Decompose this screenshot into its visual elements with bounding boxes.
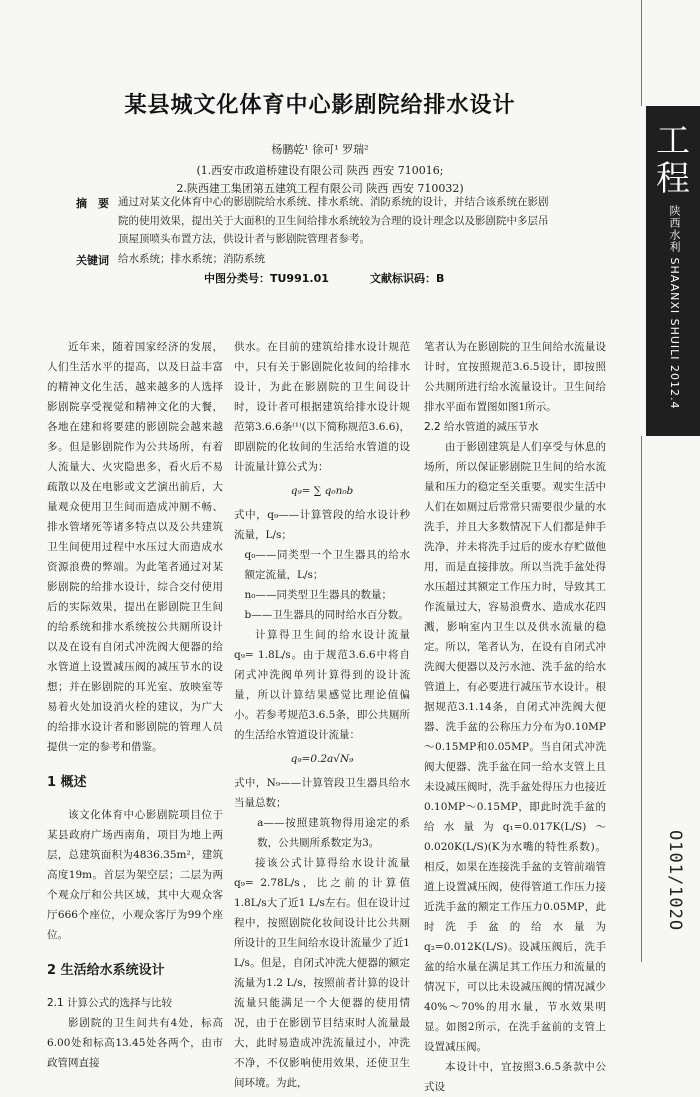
affiliation-2: 2.陕西建工集团第五建筑工程有限公司 陕西 西安 710032) xyxy=(176,182,464,195)
col2-paragraph-5: 接该公式计算得给水设计流量q₉= 2.78L/s，比之前的计算值1.8L/s大了近1 L/s左右。但在设计过程中，按照剧院化妆间设计比公共厕所设计的卫生间给水设计流量少了近1 L/s。但是，自闭式冲洗大便器的额定流量为1.2 L/s，按照前者计算的设计流量只能满足一个大便器的使用情况，由于在影剧节目结束时人流量最大，此时易造成冲洗流量过小，冲洗不净，不仅影响使用效果，还使卫生间环境。为此， xyxy=(234,857,410,1089)
col2-paragraph-1: 供水。在目前的建筑给排水设计规范中，只有关于影剧院化妆间的给排水设计，为此在影剧院的卫生间设计时，设计者可根据建筑给排水设计规范第3.6.6条⁽¹⁾(以下简称规范3.6.6)，即剧院的化妆间的生活给水管道的设计流量计算公式为： xyxy=(234,341,410,473)
section-2-2-heading: 2.2 给水管道的减压节水 xyxy=(424,421,539,433)
formula-1: q₉= ∑ q₀n₀b xyxy=(290,485,354,497)
keywords-text: 给水系统；排水系统；消防系统 xyxy=(118,253,265,265)
column-2 xyxy=(234,337,410,1093)
journal-char-gong: 工 xyxy=(656,121,690,161)
side-rule-top xyxy=(641,0,642,106)
journal-char-cheng: 程 xyxy=(656,159,690,199)
definition-q0: q₀——同类型一个卫生器具的给水额定流量，L/s； xyxy=(244,549,410,581)
column-3 xyxy=(424,337,606,1097)
page-code: O101/102O xyxy=(665,830,685,932)
section-2-heading: 2 生活给水系统设计 xyxy=(47,963,165,978)
col2-paragraph-3: 计算得卫生间的给水设计流量q₉= 1.8L/s。由于规范3.6.6中将自闭式冲洗阀单列计算得到的设计流量，所以计算结果感觉比理论值偏小。若参考规范3.6.5条，即公共厕所的生活给水管道设计流量： xyxy=(234,629,410,741)
paper-title: 某县城文化体育中心影剧院给排水设计 xyxy=(124,93,516,118)
document-code: 文献标识码：B xyxy=(370,272,445,285)
col3-paragraph-2: 由于影剧建筑是人们享受与休息的场所，所以保证影剧院卫生间的给水流量和压力的稳定至关重要。观实生活中人们在如厕过后常常只需要很少量的水洗手，并且大多数情况下人们都是伸手洗净，并未将洗手过后的废水存贮做他用，而是直接排放。所以当洗手盆处得水压超过其额定工作压力时，导致其工作流量过大，容易浪费水、造成水花四溅，影响室内卫生以及供水流量的稳定。所以，笔者认为，在设有自闭式冲洗阀大便器以及污水池、洗手盆的给水管道上，有必要进行减压节水设计。根据规范3.1.14条，自闭式冲洗阀大便器、洗手盆的公称压力分布为0.10MP～0.15MP和0.05MP。当自闭式冲洗阀大便器、洗手盆在同一给水支管上且未设减压阀时，洗手盆处得压力也接近0.10MP～0.15MP，即此时洗手盆的给水量为q₁=0.017K(L/S)～0.020K(L/S)(K为水嘴的特性系数)。相反，如果在连接洗手盆的支管前端管道上设置减压阀，使得管道工作压力接近洗手盆的额定工作压力0.05MP，此时洗手盆的给水量为q₂=0.012K(L/S)。设减压阀后，洗手盆的给水量在满足其工作压力和流量的情况下，可以比未设减压阀的情况减少40%～70%的用水量，节水效果明显。如图2所示，在洗手盆前的支管上设置减压阀。 xyxy=(424,441,606,1053)
col2-formula-2-where: 式中，N₉——计算管段卫生器具给水当量总数； xyxy=(234,777,410,809)
affiliation-1: (1.西安市政道桥建设有限公司 陕西 西安 710016; xyxy=(196,164,444,177)
abstract-label: 摘 要 xyxy=(76,197,109,210)
col2-formula-1-where: 式中，q₉——计算管段的给水设计秒流量，L/s； xyxy=(234,509,410,541)
abstract-text: 通过对某文化体育中心的影剧院给水系统、排水系统、消防系统的设计，并结合该系统在影剧院的使用效果，提出关于大面积的卫生间给排水系统较为合理的设计理念以及影剧院中多层吊顶屋顶喷头布置方法，供设计者与影剧院管理者参考。 xyxy=(118,196,549,245)
definition-n0: n₀——同类型卫生器具的数量； xyxy=(244,589,392,601)
definition-a: a——按照建筑物得用途定的系数，公共厕所系数定为3。 xyxy=(257,817,410,849)
journal-name-vertical: 陕西水利 SHAANXI SHUILI 2012.4 xyxy=(668,205,681,410)
column-1 xyxy=(47,337,223,1073)
section-1-paragraph: 该文化体育中心影剧院项目位于某县政府广场西南角，项目为地上两层，总建筑面积为4836.35m²，建筑高度19m。首层为架空层；二层为两个观众厅和公共区域，其中大观众客厅666个座位，小观众客厅为99个座位。 xyxy=(47,809,223,941)
section-2-1-paragraph: 影剧院的卫生间共有4处，标高6.00处和标高13.45处各两个，由市政管网直接 xyxy=(47,1017,223,1069)
side-rule-bottom xyxy=(641,436,642,962)
intro-paragraph: 近年来，随着国家经济的发展，人们生活水平的提高，以及日益丰富的精神文化生活，越来越多的人选择影剧院享受视觉和精神文化的大餐，各地在建和将要建的影剧院会越来越多。但是影剧院作为公共场所，有着人流量大、火灾隐患多，看火后不易疏散以及在电影或文艺演出前后，大量观众使用卫生间而造成冲厕不畅、排水管堵死等诸多特点以及公共建筑卫生间使用过程中水压过大而造成水资源浪费的弊端。为此笔者通过对某影剧院的给排水设计，综合交付使用后的实际效果，提出在影剧院卫生间的给系统和排水系统按公共厕所设计以及在设有自闭式冲洗阀大便器的给水管道上设置减压阀的减压节水的设想；并在影剧院的耳光室、放映室等易着火处加设消火栓的建议，为广大的给排水设计者和影剧院的管理人员提供一定的参考和借鉴。 xyxy=(47,341,223,753)
formula-2: q₉=0.2a√N₉ xyxy=(290,753,354,765)
definition-b: b——卫生器具的同时给水百分数。 xyxy=(244,609,409,621)
clc-number: 中图分类号：TU991.01 xyxy=(204,272,329,285)
section-2-1-heading: 2.1 计算公式的选择与比较 xyxy=(47,997,173,1009)
section-1-heading: 1 概述 xyxy=(47,775,87,790)
col3-paragraph-1: 笔者认为在影剧院的卫生间给水流量设计时，宜按照规范3.6.5设计，即按照公共厕所进行给水流量设计。卫生间给排水平面布置图如图1所示。 xyxy=(424,341,606,413)
col3-paragraph-3: 本设计中，宜按照3.6.5条款中公式设 xyxy=(424,1061,606,1093)
authors: 杨鹏乾¹ 徐可¹ 罗瑞² xyxy=(271,143,369,156)
keywords-label: 关键词 xyxy=(76,254,109,267)
